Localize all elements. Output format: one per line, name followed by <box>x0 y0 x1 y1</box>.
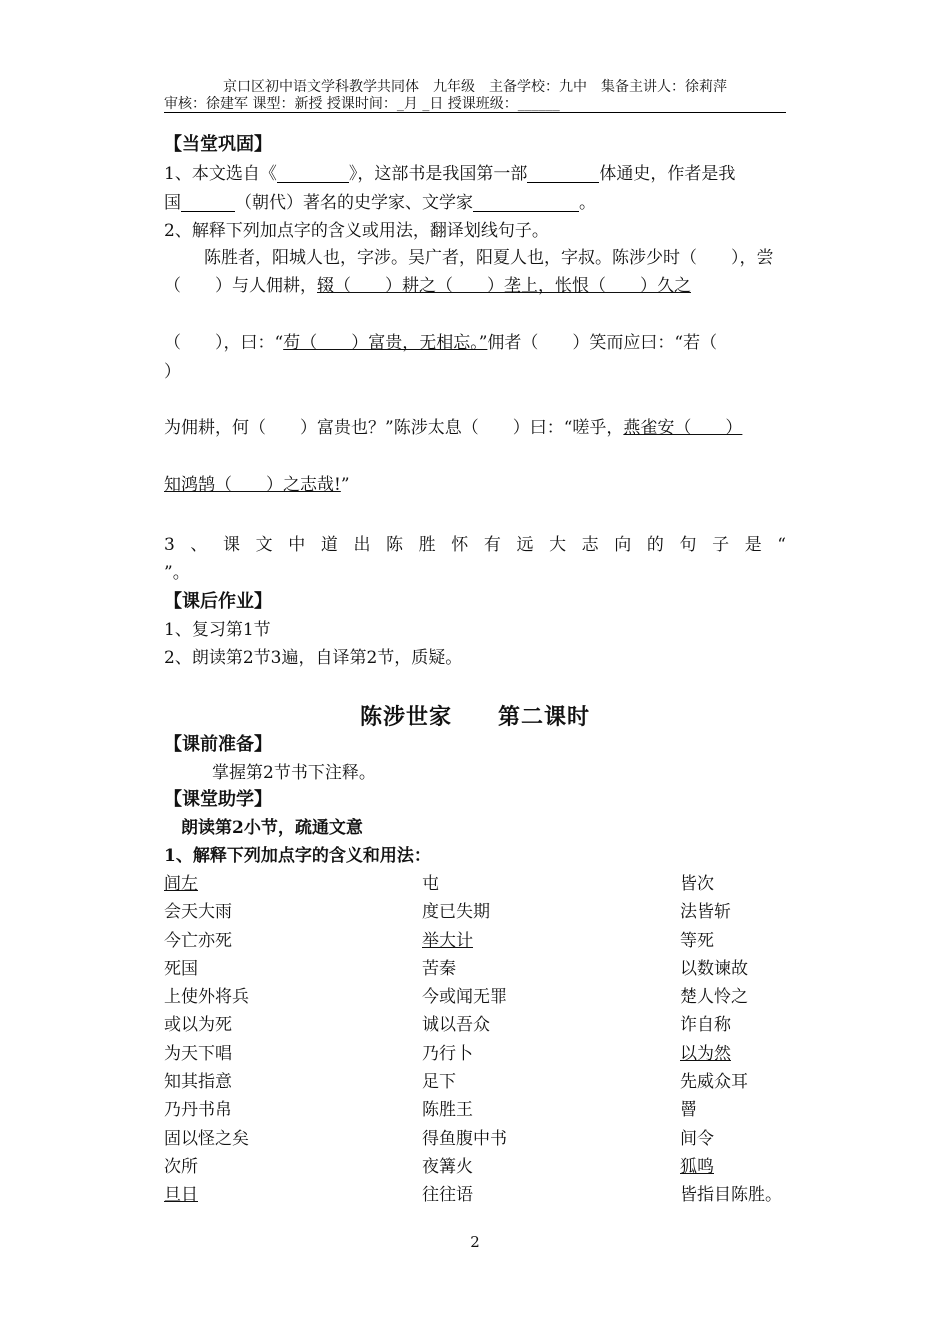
underlined-sentence-3-end: 知鸿鹄（ ）之志哉! <box>164 475 341 495</box>
question-3: 3、课文中道出陈胜怀有远大志向的句子是“ <box>164 535 786 555</box>
homework-item-1: 1、复习第1节 <box>164 620 271 640</box>
blank-author <box>473 193 579 212</box>
blank-history-type <box>527 164 599 183</box>
vocab-row: 死国 苦秦 以数谏故 <box>164 958 748 979</box>
passage-line-3: （ ），曰：“苟（ ）富贵，无相忘。”佣者（ ）笑而应曰：“若（ <box>164 333 718 353</box>
vocab-row: 乃丹书帛 陈胜王 罾 <box>164 1100 697 1121</box>
section-heading-classroom-help: 【课堂助学】 <box>164 789 272 810</box>
passage-line-3-wrap: ） <box>164 362 181 382</box>
question-explain-words: 1、解释下列加点字的含义和用法： <box>164 846 431 866</box>
header-line-1: 京口区初中语文学科教学共同体 九年级 主备学校：九中 集备主讲人：徐莉萍 <box>223 79 727 95</box>
section-heading-consolidation: 【当堂巩固】 <box>164 134 272 155</box>
lesson-title: 陈涉世家 第二课时 <box>359 704 590 730</box>
blank-book-title <box>277 164 349 183</box>
section-heading-preparation: 【课前准备】 <box>164 734 272 755</box>
underlined-sentence-2: 苟（ ）富贵，无相忘。” <box>283 333 488 353</box>
vocab-row: 或以为死 诚以吾众 诈自称 <box>164 1015 731 1036</box>
underlined-sentence-1: 辍（ ）耕之（ ）垄上，怅恨（ ）久之 <box>317 276 691 296</box>
passage-line-4: 为佣耕，何（ ）富贵也？”陈涉太息（ ）曰：“嗟乎，燕雀安（ ） <box>164 418 743 438</box>
vocab-row: 固以怪之矣 得鱼腹中书 间令 <box>164 1128 714 1149</box>
vocab-row: 会天大雨 度已失期 法皆斩 <box>164 902 731 923</box>
reading-instruction: 朗读第2小节，疏通文意 <box>181 818 363 838</box>
blank-dynasty <box>181 193 235 212</box>
passage-line-2: （ ）与人佣耕，辍（ ）耕之（ ）垄上，怅恨（ ）久之 <box>164 276 691 296</box>
vocab-row: 闾左 屯 皆次 <box>164 874 714 894</box>
homework-item-2: 2、朗读第2节3遍，自译第2节，质疑。 <box>164 648 463 668</box>
page-number: 2 <box>470 1233 480 1251</box>
underlined-sentence-3: 燕雀安（ ） <box>623 418 743 438</box>
section-heading-homework: 【课后作业】 <box>164 591 272 612</box>
question-2: 2、解释下列加点字的含义或用法，翻译划线句子。 <box>164 221 549 241</box>
question-1-line-2: 国 （朝代）著名的史学家、文学家 。 <box>164 193 596 213</box>
vocab-row: 次所 夜篝火 狐鸣 <box>164 1156 714 1177</box>
vocab-row: 今亡亦死 举大计 等死 <box>164 930 714 951</box>
passage-line-5: 知鸿鹄（ ）之志哉!” <box>164 475 350 495</box>
header-rule <box>164 112 786 113</box>
vocab-grid <box>164 870 794 1210</box>
header-line-2: 审核：徐建军 课型：新授 授课时间：_月 _日 授课班级：______ <box>164 96 560 112</box>
vocab-row: 为天下唱 乃行卜 以为然 <box>164 1043 731 1064</box>
passage-line-1: 陈胜者，阳城人也，字涉。吴广者，阳夏人也，字叔。陈涉少时（ ），尝 <box>204 248 774 268</box>
preparation-text: 掌握第2节书下注释。 <box>212 763 376 783</box>
vocab-row: 上使外将兵 今或闻无罪 楚人怜之 <box>164 987 748 1008</box>
vocab-row: 知其指意 足下 先威众耳 <box>164 1072 748 1093</box>
question-1-line-1: 1、本文选自《 》，这部书是我国第一部 体通史，作者是我 <box>164 164 736 184</box>
question-3-end: ”。 <box>164 563 190 583</box>
vocab-row: 旦日 往往语 皆指目陈胜。 <box>164 1185 782 1206</box>
